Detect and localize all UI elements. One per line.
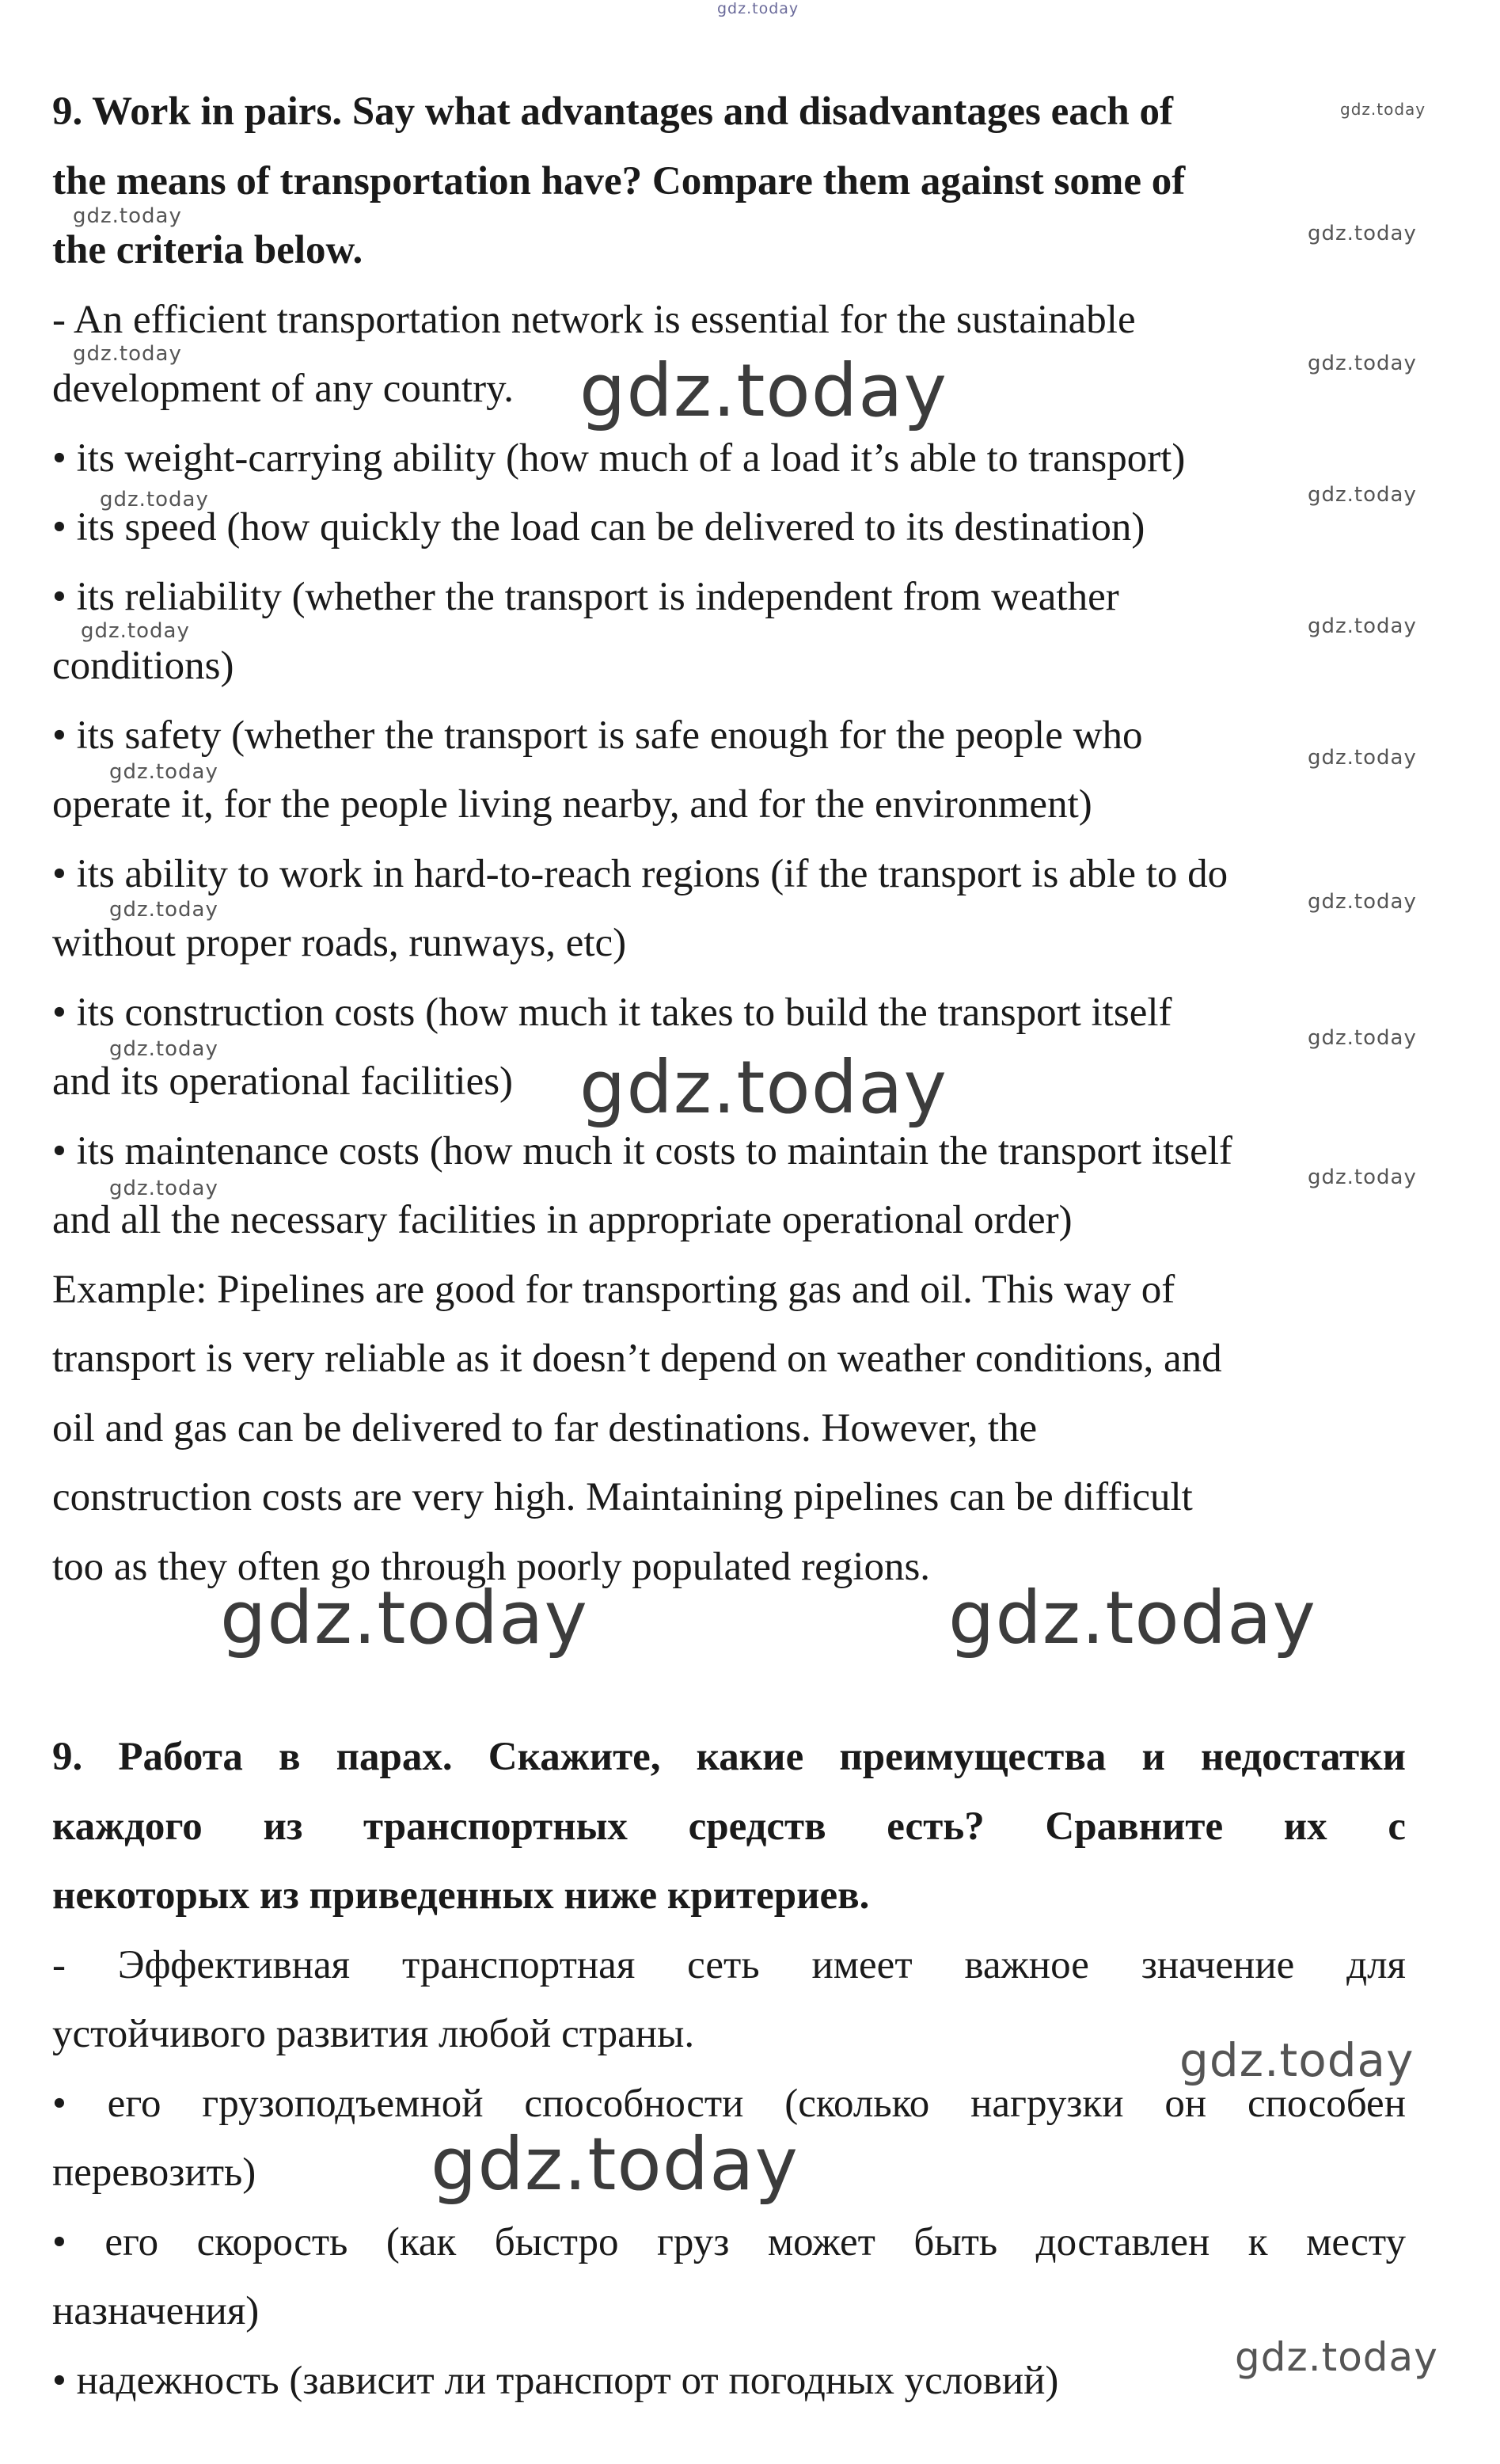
watermark: gdz.today — [1235, 2334, 1438, 2380]
russian-heading-line: 9. Работа в парах. Скажите, какие преимущества и недостатки — [52, 1735, 1406, 1779]
watermark: gdz.today — [81, 619, 190, 643]
watermark: gdz.today — [1308, 352, 1417, 375]
watermark: gdz.today — [109, 898, 218, 922]
watermark: gdz.today — [948, 1576, 1316, 1660]
watermark: gdz.today — [1340, 100, 1426, 119]
watermark: gdz.today — [1308, 222, 1417, 245]
watermark: gdz.today — [73, 342, 182, 366]
russian-body-line: - Эффективная транспортная сеть имеет важное значение для — [52, 1942, 1406, 1987]
watermark: gdz.today — [100, 488, 209, 511]
russian-body-line: назначения) — [52, 2289, 260, 2333]
russian-body-line: • надежность (зависит ли транспорт от погодных условий) — [52, 2358, 1059, 2403]
watermark: gdz.today — [579, 348, 947, 433]
watermark: gdz.today — [1308, 614, 1417, 638]
english-body-line: • its speed (how quickly the load can be delivered to its destination) — [52, 505, 1145, 549]
watermark: gdz.today — [73, 204, 182, 228]
russian-body-line: устойчивого развития любой страны. — [52, 2012, 695, 2056]
watermark: gdz.today — [109, 1177, 218, 1200]
english-body-line: too as they often go through poorly populated regions. — [52, 1544, 931, 1589]
watermark: gdz.today — [579, 1045, 947, 1130]
english-heading-line: the criteria below. — [52, 228, 363, 272]
russian-heading-line: каждого из транспортных средств есть? Сравните их с — [52, 1804, 1406, 1849]
watermark: gdz.today — [1308, 483, 1417, 507]
watermark: gdz.today — [431, 2122, 799, 2207]
english-body-line: oil and gas can be delivered to far destinations. However, the — [52, 1405, 1038, 1451]
english-body-line: without proper roads, runways, etc) — [52, 921, 627, 965]
watermark: gdz.today — [220, 1576, 588, 1660]
english-section — [52, 78, 1406, 1602]
watermark: gdz.today — [1308, 746, 1417, 770]
english-heading-line: 9. Work in pairs. Say what advantages and disadvantages each of — [52, 89, 1173, 134]
russian-heading-line: некоторых из приведенных ниже критериев. — [52, 1873, 870, 1918]
russian-body-line: • его грузоподъемной способности (сколько нагрузки он способен — [52, 2081, 1406, 2126]
watermark: gdz.today — [1308, 1165, 1417, 1189]
english-body-line: and its operational facilities) — [52, 1059, 514, 1104]
watermark: gdz.today — [109, 760, 218, 784]
english-body-line: • its maintenance costs (how much it costs to maintain the transport itself — [52, 1128, 1232, 1173]
russian-body-line: перевозить) — [52, 2150, 256, 2195]
watermark: gdz.today — [1179, 2033, 1415, 2087]
russian-body-line: • его скорость (как быстро груз может быть доставлен к месту — [52, 2219, 1406, 2264]
english-body-line: • its ability to work in hard-to-reach regions (if the transport is able to do — [52, 851, 1228, 896]
english-body-line: • its reliability (whether the transport is independent from weather — [52, 574, 1119, 619]
english-body-line: conditions) — [52, 644, 234, 688]
english-body-line: development of any country. — [52, 367, 515, 411]
watermark: gdz.today — [717, 0, 799, 17]
english-body-line: Example: Pipelines are good for transporting gas and oil. This way of — [52, 1267, 1175, 1312]
watermark: gdz.today — [109, 1037, 218, 1061]
english-body-line: transport is very reliable as it doesn’t depend on weather conditions, and — [52, 1337, 1222, 1381]
english-body-line: operate it, for the people living nearby, and for the environment) — [52, 782, 1092, 827]
english-body-line: and all the necessary facilities in appropriate operational order) — [52, 1198, 1073, 1242]
english-body-line: - An efficient transportation network is essential for the sustainable — [52, 297, 1136, 342]
english-body-line: construction costs are very high. Maintaining pipelines can be difficult — [52, 1475, 1193, 1519]
english-body-line: • its safety (whether the transport is safe enough for the people who — [52, 713, 1143, 758]
watermark: gdz.today — [1308, 1026, 1417, 1050]
english-body-line: • its construction costs (how much it takes to build the transport itself — [52, 990, 1172, 1035]
english-heading-line: the means of transportation have? Compare them against some of — [52, 158, 1186, 203]
watermark: gdz.today — [1308, 890, 1417, 914]
english-body-line: • its weight-carrying ability (how much of a load it’s able to transport) — [52, 435, 1186, 481]
